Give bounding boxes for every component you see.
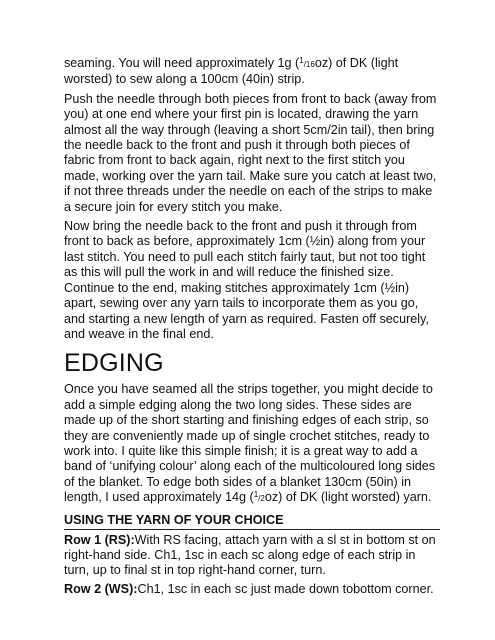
row-1-label: Row 1 (RS): xyxy=(64,532,135,547)
page-content xyxy=(64,56,440,600)
fraction-one-sixteenth: $^1$/16 xyxy=(299,56,315,69)
row-2-label: Row 2 (WS): xyxy=(64,581,138,596)
section-heading-edging: EDGING xyxy=(64,349,164,378)
paragraph-seaming-yarn-amount: seaming. You will need approximately 1g ($^1$/16oz) of DK (light worsted) to sew along a 100cm (40in) strip. xyxy=(64,56,399,87)
pattern-row-1 xyxy=(64,533,440,579)
paragraph-edging-intro: Once you have seamed all the strips together, you might decide to add a simple edging along the two long sides. These sides are made up of the short starting and finishing edges of each strip, so they are conveniently made up of single crochet stitches, ready to work into. I quite like this simple finish; it is a great way to add a band of ‘unifying colour’ along each of the multicoloured long sides of the blanket. To edge both sides of a blanket 130cm (50in) in length, I used approximately 14g ($^1$/2oz) of DK (light worsted) yarn. xyxy=(64,382,436,505)
fraction-one-half: $^1$/2 xyxy=(253,490,265,504)
paragraph-push-needle: Push the needle through both pieces from front to back (away from you) at one end where your first pin is located, drawing the yarn almost all the way through (leaving a short 5cm/2in tail), then bring the needle back to the front and push it through both pieces of fabric from front to back again, right next to the first stitch you made, working over the yarn tail. Make sure you catch at least two, if not three threads under the needle on each of the strips to make a secure join for every stitch you make. xyxy=(64,91,437,214)
subheading-using-yarn-of-your-choice: USING THE YARN OF YOUR CHOICE xyxy=(64,513,440,530)
paragraph-bring-needle-back: Now bring the needle back to the front and push it through from front to back as before, approximately 1cm (½in) along from your last stitch. You need to pull each stitch fairly taut, but not too tight as this will pull the work in and will reduce the finished size. Continue to the end, making stitches approximately 1cm (½in) apart, sewing over any yarn tails to incorporate them as you go, and starting a new length of yarn as required. Fasten off securely, and weave in the final end. xyxy=(64,219,429,341)
pattern-row-2 xyxy=(64,582,440,597)
row-1-text: With RS facing, attach yarn with a sl st in bottom st on right-hand side. Ch1, 1sc in each sc along edge of each strip in turn, up to final st in top right-hand corner, turn. xyxy=(64,532,436,578)
row-2-text: Ch1, 1sc in each sc just made down tobottom corner. xyxy=(137,581,434,596)
